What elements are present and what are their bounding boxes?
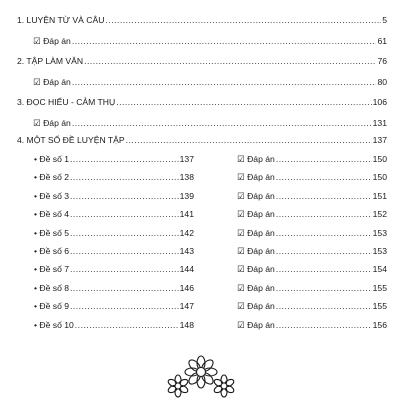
test-entry — [34, 264, 194, 274]
test-label: • Đề số 7 — [34, 264, 70, 274]
test-entry — [34, 209, 194, 219]
dot-leader — [72, 36, 377, 46]
answer-label: ☑ Đáp án — [237, 209, 275, 219]
test-page: 146 — [179, 283, 194, 293]
test-answer-entry — [237, 172, 387, 182]
answer-page: 150 — [372, 172, 387, 182]
dot-leader — [276, 283, 372, 293]
toc-answer-2 — [33, 77, 387, 87]
test-label: • Đề số 5 — [34, 228, 70, 238]
answer-label: ☑ Đáp án — [237, 191, 275, 201]
dot-leader — [276, 191, 372, 201]
section-page: 137 — [372, 135, 387, 145]
test-label: • Đề số 10 — [34, 320, 74, 330]
toc-section-2 — [17, 56, 387, 66]
test-label: • Đề số 2 — [34, 172, 70, 182]
dot-leader — [70, 154, 179, 164]
test-page: 138 — [179, 172, 194, 182]
dot-leader — [276, 301, 372, 311]
toc-answer-1 — [33, 36, 387, 46]
test-page: 144 — [179, 264, 194, 274]
test-entry — [34, 154, 194, 164]
test-label: • Đề số 3 — [34, 191, 70, 201]
answer-label: ☑ Đáp án — [237, 172, 275, 182]
section-title: 4. MỘT SỐ ĐỀ LUYỆN TẬP — [17, 135, 125, 145]
answer-label: ☑ Đáp án — [237, 264, 275, 274]
toc-answer-3 — [33, 118, 387, 128]
test-label: • Đề số 1 — [34, 154, 70, 164]
dot-leader — [70, 209, 179, 219]
test-label: • Đề số 8 — [34, 283, 70, 293]
test-page: 143 — [179, 246, 194, 256]
answer-page: 153 — [372, 246, 387, 256]
dot-leader — [70, 283, 179, 293]
answer-page: 152 — [372, 209, 387, 219]
dot-leader — [276, 228, 372, 238]
test-entry — [34, 283, 194, 293]
toc-section-3 — [17, 97, 387, 107]
test-page: 148 — [179, 320, 194, 330]
section-page: 76 — [377, 56, 387, 66]
answer-label: ☑ Đáp án — [237, 228, 275, 238]
section-title: 3. ĐỌC HIỂU - CẢM THỤ — [17, 97, 116, 107]
dot-leader — [70, 301, 179, 311]
answer-page: 150 — [372, 154, 387, 164]
toc-section-1 — [17, 15, 387, 25]
answer-label: ☑ Đáp án — [237, 154, 275, 164]
dot-leader — [105, 15, 381, 25]
section-page: 5 — [382, 15, 387, 25]
test-answer-entry — [237, 191, 387, 201]
test-entry — [34, 228, 194, 238]
test-entry — [34, 172, 194, 182]
dot-leader — [70, 264, 179, 274]
dot-leader — [126, 135, 372, 145]
section-title: 2. TẬP LÀM VĂN — [17, 56, 84, 66]
test-page: 147 — [179, 301, 194, 311]
answer-page: 151 — [372, 191, 387, 201]
dot-leader — [116, 97, 371, 107]
answer-page: 61 — [377, 36, 387, 46]
section-page: 106 — [372, 97, 387, 107]
answer-page: 154 — [372, 264, 387, 274]
dot-leader — [84, 56, 376, 66]
test-label: • Đề số 6 — [34, 246, 70, 256]
dot-leader — [276, 246, 372, 256]
dot-leader — [75, 320, 179, 330]
flower-ornament-icon — [165, 350, 237, 402]
dot-leader — [72, 118, 372, 128]
dot-leader — [276, 172, 372, 182]
answer-label: ☑ Đáp án — [237, 320, 275, 330]
answer-label: ☑ Đáp án — [237, 283, 275, 293]
dot-leader — [70, 191, 179, 201]
section-title: 1. LUYỆN TỪ VÀ CÂU — [17, 15, 105, 25]
test-answer-entry — [237, 209, 387, 219]
test-entry — [34, 246, 194, 256]
dot-leader — [70, 228, 179, 238]
test-page: 139 — [179, 191, 194, 201]
test-label: • Đề số 9 — [34, 301, 70, 311]
dot-leader — [276, 154, 372, 164]
dot-leader — [276, 209, 372, 219]
test-answer-entry — [237, 301, 387, 311]
test-answer-entry — [237, 283, 387, 293]
test-entry — [34, 301, 194, 311]
test-answer-entry — [237, 320, 387, 330]
answer-label: ☑ Đáp án — [33, 118, 71, 128]
test-label: • Đề số 4 — [34, 209, 70, 219]
test-page: 142 — [179, 228, 194, 238]
dot-leader — [276, 320, 372, 330]
test-page: 137 — [179, 154, 194, 164]
dot-leader — [72, 77, 377, 87]
toc-section-4 — [17, 135, 387, 145]
test-answer-entry — [237, 246, 387, 256]
answer-page: 80 — [377, 77, 387, 87]
answer-page: 131 — [372, 118, 387, 128]
dot-leader — [276, 264, 372, 274]
test-answer-entry — [237, 228, 387, 238]
test-answer-entry — [237, 154, 387, 164]
answer-page: 155 — [372, 301, 387, 311]
answer-page: 153 — [372, 228, 387, 238]
answer-page: 155 — [372, 283, 387, 293]
test-entry — [34, 191, 194, 201]
dot-leader — [70, 172, 179, 182]
answer-label: ☑ Đáp án — [237, 301, 275, 311]
test-page: 141 — [179, 209, 194, 219]
answer-label: ☑ Đáp án — [33, 36, 71, 46]
test-entry — [34, 320, 194, 330]
answer-label: ☑ Đáp án — [237, 246, 275, 256]
answer-label: ☑ Đáp án — [33, 77, 71, 87]
dot-leader — [70, 246, 179, 256]
test-answer-entry — [237, 264, 387, 274]
answer-page: 156 — [372, 320, 387, 330]
